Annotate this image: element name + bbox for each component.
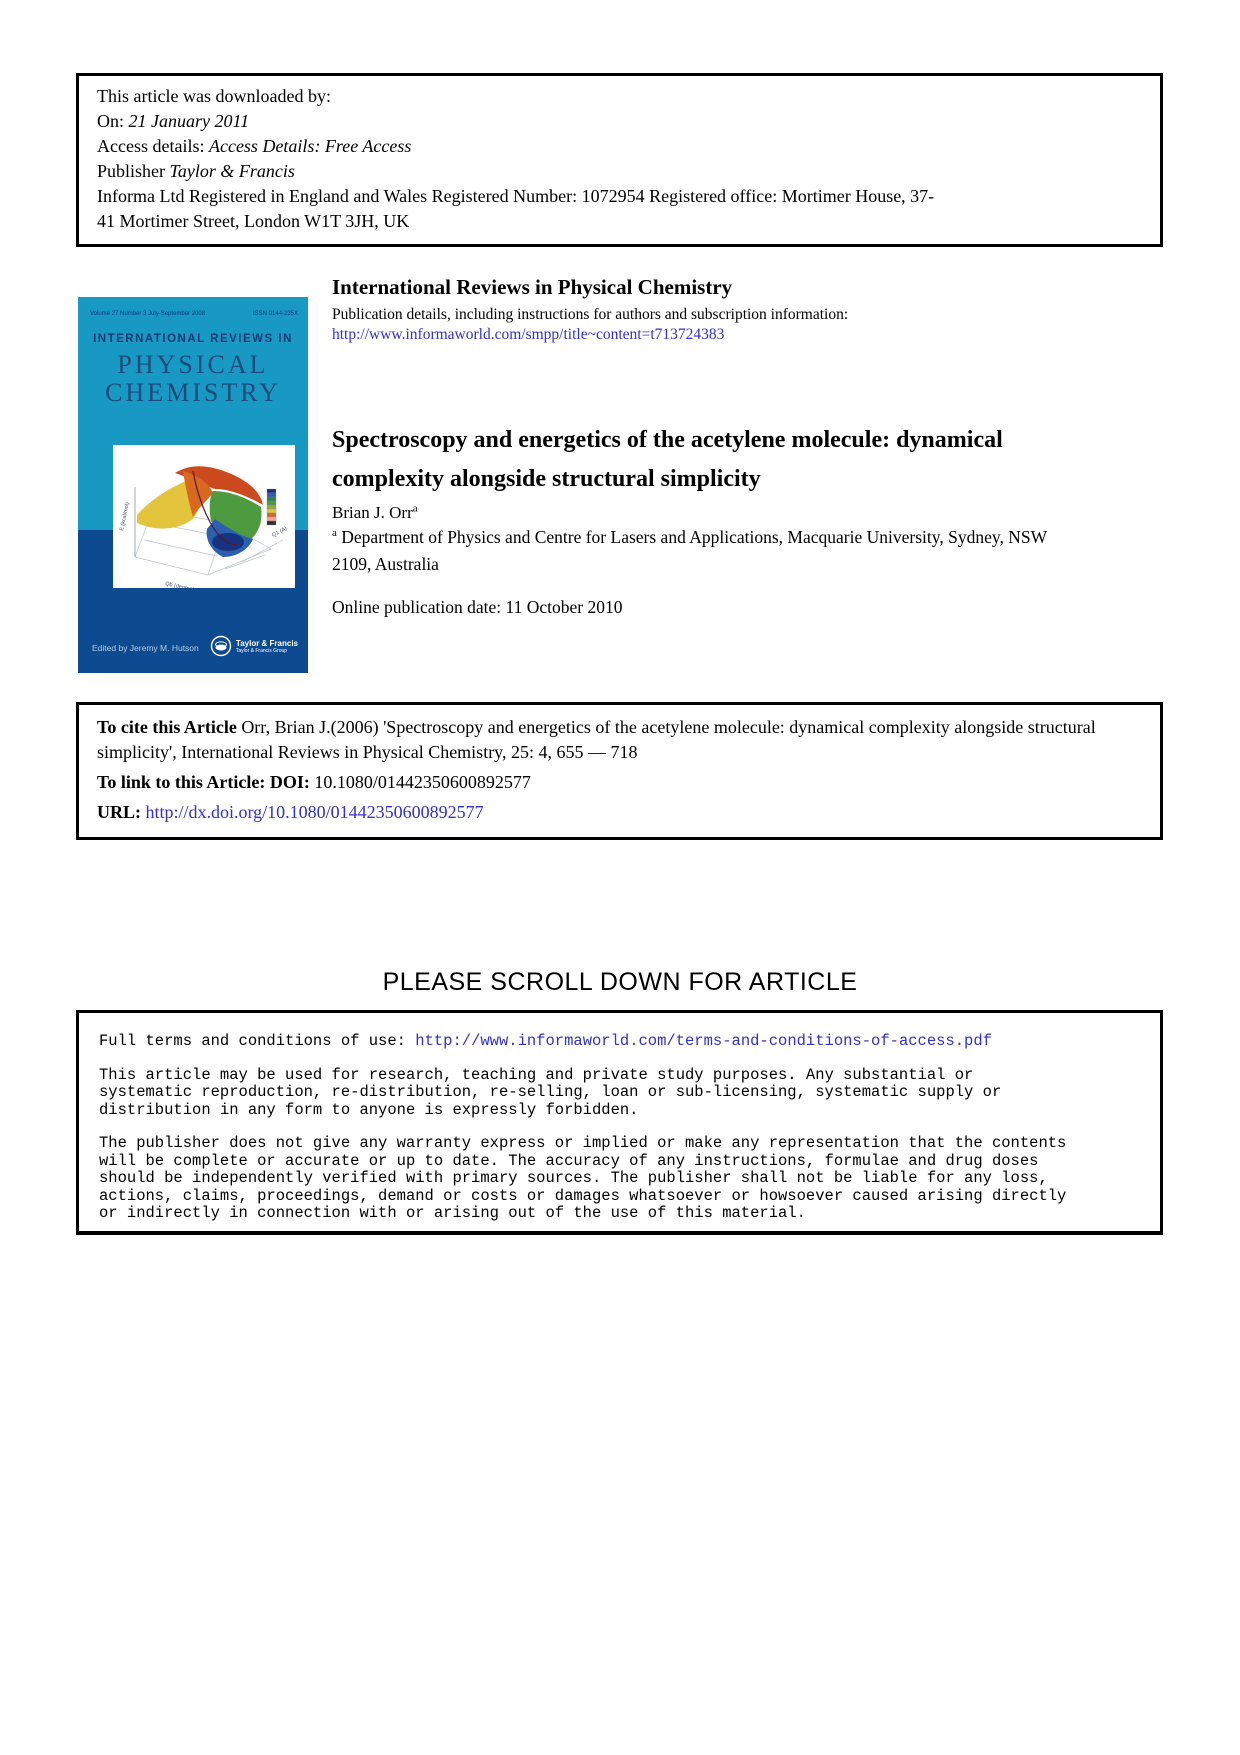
- cover-editor-credit: Edited by Jeremy M. Hutson: [92, 643, 199, 653]
- cite-line: [97, 715, 1142, 765]
- publisher-name: Taylor & Francis: [169, 161, 295, 181]
- cite-label: To cite this Article: [97, 717, 237, 737]
- taylor-francis-logo-icon: [210, 635, 232, 657]
- full-terms-label: Full terms and conditions of use:: [99, 1032, 416, 1050]
- article-title: Spectroscopy and energetics of the acetylene molecule: dynamical complexity alongside structural simplicity: [332, 427, 1003, 492]
- article-doi-link[interactable]: http://dx.doi.org/10.1080/01442350600892577: [145, 802, 484, 822]
- informa-registration-line: Informa Ltd Registered in England and Wales Registered Number: 1072954 Registered office: Mortimer House, 37- 41 Mortimer Street, London W1T 3JH, UK: [97, 186, 935, 231]
- terms-of-access-link[interactable]: http://www.informaworld.com/terms-and-conditions-of-access.pdf: [415, 1032, 992, 1050]
- url-line: [97, 800, 1142, 825]
- scroll-down-notice: PLEASE SCROLL DOWN FOR ARTICLE: [382, 968, 858, 996]
- journal-homepage-link[interactable]: http://www.informaworld.com/smpp/title~content=t713724383: [332, 326, 725, 343]
- terms-paragraph-warranty: The publisher does not give any warranty express or implied or make any representation that the contents will be complete or accurate or up to date. The accuracy of any instructions, formulae and drug doses should be independently verified with primary sources. The publisher shall not be liable for any loss, actions, claims, proceedings, demand or costs or damages whatsoever or howsoever caused arising directly or indirectly in connection with or arising out of the use of this material.: [99, 1134, 1067, 1222]
- url-label: URL:: [97, 802, 146, 822]
- taylor-francis-logo: [210, 635, 298, 657]
- cover-journal-title: PHYSICAL CHEMISTRY: [105, 350, 281, 407]
- downloaded-by-line: This article was downloaded by:: [97, 86, 331, 106]
- cover-footer: [78, 629, 308, 663]
- author-affiliation: $^a$ Department of Physics and Centre for Lasers and Applications, Macquarie University, Sydney, NSW 2109, Australia: [332, 527, 1047, 574]
- cover-issn: ISSN 0144-235X: [252, 311, 298, 317]
- citation-box: [76, 702, 1163, 840]
- plot-zlabel: Q1 (A): [271, 525, 289, 539]
- author-affiliation-mark: a: [412, 502, 418, 515]
- cover-issue-line: [90, 311, 298, 317]
- cover-series-title: INTERNATIONAL REVIEWS IN: [93, 333, 293, 345]
- download-date-line: On: 21 January 2011: [97, 111, 250, 131]
- plot-ylabel: E (kcal/mol): [119, 501, 131, 532]
- full-terms-line: [99, 1033, 1074, 1051]
- journal-cover-image: [78, 297, 308, 673]
- doi-label: To link to this Article: DOI:: [97, 772, 310, 792]
- logo-text-main: Taylor & Francis: [235, 638, 298, 648]
- download-date: 21 January 2011: [128, 111, 250, 131]
- publication-details-text: Publication details, including instructions for authors and subscription information:: [332, 306, 849, 323]
- access-details: Access Details: Free Access: [208, 136, 412, 156]
- article-block: [332, 421, 1072, 618]
- online-publication-date: Online publication date: 11 October 2010: [332, 597, 623, 617]
- surface-plot-figure: [113, 445, 295, 588]
- terms-paragraph-usage: This article may be used for research, teaching and private study purposes. Any substantial or systematic reproduction, re-distribution, re-selling, loan or sub-licensing, systematic supply or distribution in any form to anyone is expressly forbidden.: [99, 1065, 1002, 1119]
- doi-line: [97, 770, 1142, 795]
- plot-xlabel: Qb (degree): [164, 581, 195, 588]
- doi-value: 10.1080/01442350600892577: [309, 772, 531, 792]
- logo-text-sub: Taylor & Francis Group: [235, 647, 288, 654]
- journal-header: [332, 274, 1102, 345]
- plot-legend: [267, 489, 276, 525]
- publisher-line: Publisher Taylor & Francis: [97, 161, 295, 181]
- terms-box: [76, 1010, 1163, 1235]
- journal-title: International Reviews in Physical Chemistry: [332, 275, 733, 299]
- access-details-line: Access details: Access Details: Free Access: [97, 136, 412, 156]
- cover-plot-panel: [113, 445, 295, 588]
- cite-text: Orr, Brian J.(2006) 'Spectroscopy and energetics of the acetylene molecule: dynamical complexity alongside structural simplicity', International Reviews in Physical Chemistry, 25: 4, 655 — 718: [97, 717, 1096, 762]
- article-author: Brian J. Orr$^a$: [332, 502, 418, 522]
- download-info-box: [76, 73, 1163, 247]
- cover-volume-info: Volume 27 Number 3 July-September 2008: [90, 311, 206, 317]
